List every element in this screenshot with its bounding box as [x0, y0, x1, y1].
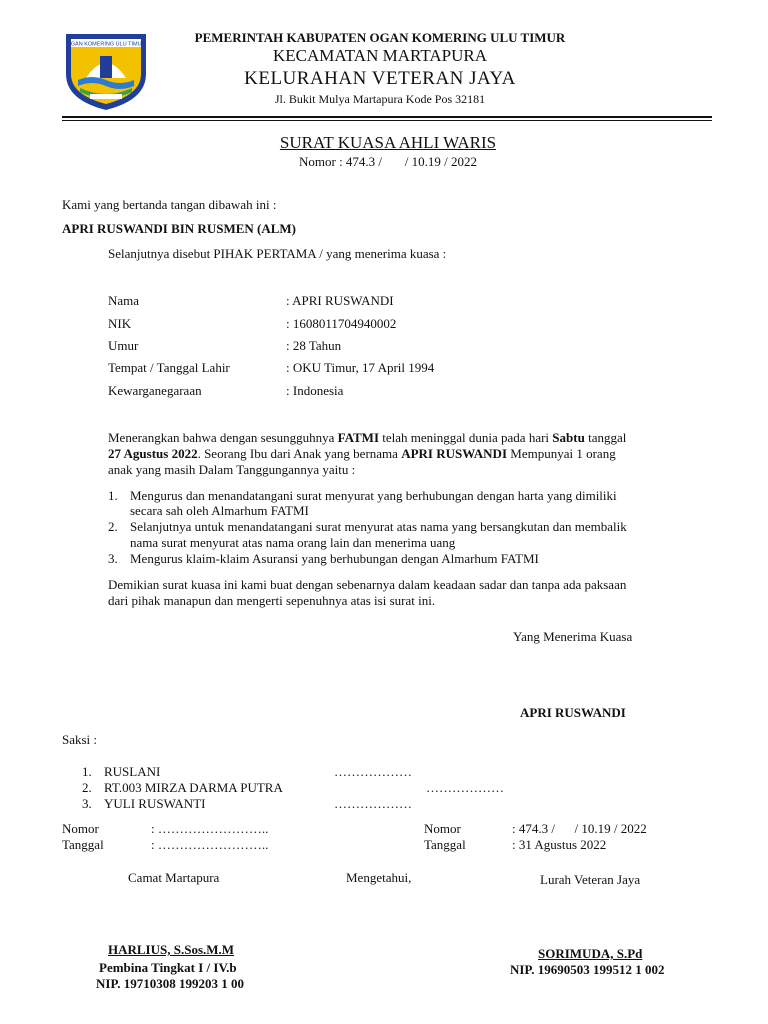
identity-value: : 1608011704940002: [286, 316, 397, 331]
intro-text: Kami yang bertanda tangan dibawah ini :: [62, 197, 277, 212]
lurah-nip: NIP. 19690503 199512 1 002: [510, 962, 665, 977]
witness-signature-line: ………………: [334, 764, 412, 779]
list-item-number: 1.: [108, 488, 118, 503]
right-nomor-value: : 474.3 / / 10.19 / 2022: [512, 821, 647, 836]
left-tanggal-label: Tanggal: [62, 837, 104, 852]
witness-label: Saksi :: [62, 732, 98, 747]
header-address: Jl. Bukit Mulya Martapura Kode Pos 32181: [274, 92, 486, 106]
identity-label: NIK: [108, 316, 132, 331]
closing-line-2: dari pihak manapun dan mengerti sepenuhnya atas isi surat ini.: [108, 593, 436, 608]
left-tanggal-value: : ……………………..: [151, 837, 269, 852]
header-district: KECAMATAN MARTAPURA: [273, 46, 487, 65]
party-note: Selanjutnya disebut PIHAK PERTAMA / yang menerima kuasa :: [108, 246, 447, 261]
header-divider-thick: [62, 116, 712, 118]
witness-number: 2.: [82, 780, 92, 795]
grantor-name: APRI RUSWANDI BIN RUSMEN (ALM): [62, 221, 297, 236]
list-item-continuation: nama surat menyurat atas nama orang lain dan menerima uang: [130, 535, 456, 550]
camat-nip: NIP. 19710308 199203 1 00: [96, 976, 244, 991]
lurah-name: SORIMUDA, S.Pd: [538, 946, 643, 961]
witness-name: RUSLANI: [104, 764, 161, 779]
mengetahui-label: Mengetahui,: [346, 870, 412, 885]
left-nomor-value: : ……………………..: [151, 821, 269, 836]
camat-rank: Pembina Tingkat I / IV.b: [99, 960, 237, 975]
camat-title: Camat Martapura: [128, 870, 220, 885]
left-nomor-label: Nomor: [62, 821, 99, 836]
logo-banner-text: OGAN KOMERING ULU TIMUR: [66, 41, 146, 48]
identity-label: Kewarganegaraan: [108, 383, 202, 398]
header-village: KELURAHAN VETERAN JAYA: [244, 68, 516, 89]
list-item-number: 2.: [108, 519, 118, 534]
list-item: Mengurus klaim-klaim Asuransi yang berhubungan dengan Almarhum FATMI: [130, 551, 539, 566]
identity-label: Nama: [108, 293, 140, 308]
statement-line-2: 27 Agustus 2022. Seorang Ibu dari Anak yang bernama APRI RUSWANDI Mempunyai 1 orang: [108, 446, 616, 461]
right-tanggal-label: Tanggal: [424, 837, 466, 852]
witness-name: YULI RUSWANTI: [104, 796, 206, 811]
header-government: PEMERINTAH KABUPATEN OGAN KOMERING ULU TIMUR: [194, 30, 566, 45]
list-item-number: 3.: [108, 551, 118, 566]
camat-name: HARLIUS, S.Sos.M.M: [108, 942, 235, 957]
closing-line-1: Demikian surat kuasa ini kami buat dengan sebenarnya dalam keadaan sadar dan tanpa ada paksaan: [108, 577, 627, 592]
witness-signature-line: ………………: [334, 796, 412, 811]
identity-label: Umur: [108, 338, 139, 353]
statement-line-3: anak yang masih Dalam Tanggungannya yaitu :: [108, 462, 356, 477]
witness-number: 1.: [82, 764, 92, 779]
identity-value: : OKU Timur, 17 April 1994: [286, 360, 435, 375]
regency-emblem: [60, 30, 152, 112]
identity-value: : APRI RUSWANDI: [286, 293, 394, 308]
document-title: SURAT KUASA AHLI WARIS: [279, 133, 497, 152]
statement-line-1: Menerangkan bahwa dengan sesungguhnya FATMI telah meninggal dunia pada hari Sabtu tanggal: [108, 430, 627, 445]
lurah-title: Lurah Veteran Jaya: [540, 872, 641, 887]
witness-name: RT.003 MIRZA DARMA PUTRA: [104, 780, 283, 795]
recipient-name: APRI RUSWANDI: [520, 705, 626, 720]
identity-value: : 28 Tahun: [286, 338, 342, 353]
identity-label: Tempat / Tanggal Lahir: [108, 360, 230, 375]
document-number: Nomor : 474.3 / / 10.19 / 2022: [298, 154, 478, 169]
witness-number: 3.: [82, 796, 92, 811]
header-divider-thin: [62, 120, 712, 121]
list-item: Selanjutnya untuk menandatangani surat menyurat atas nama yang bersangkutan dan membalik: [130, 519, 627, 534]
right-nomor-label: Nomor: [424, 821, 461, 836]
list-item: Mengurus dan menandatangani surat menyurat yang berhubungan dengan harta yang dimiliki: [130, 488, 617, 503]
witness-signature-line: ………………: [426, 780, 504, 795]
right-tanggal-value: : 31 Agustus 2022: [512, 837, 607, 852]
recipient-label: Yang Menerima Kuasa: [513, 629, 633, 644]
list-item-continuation: secara sah oleh Almarhum FATMI: [130, 503, 309, 518]
identity-value: : Indonesia: [286, 383, 344, 398]
